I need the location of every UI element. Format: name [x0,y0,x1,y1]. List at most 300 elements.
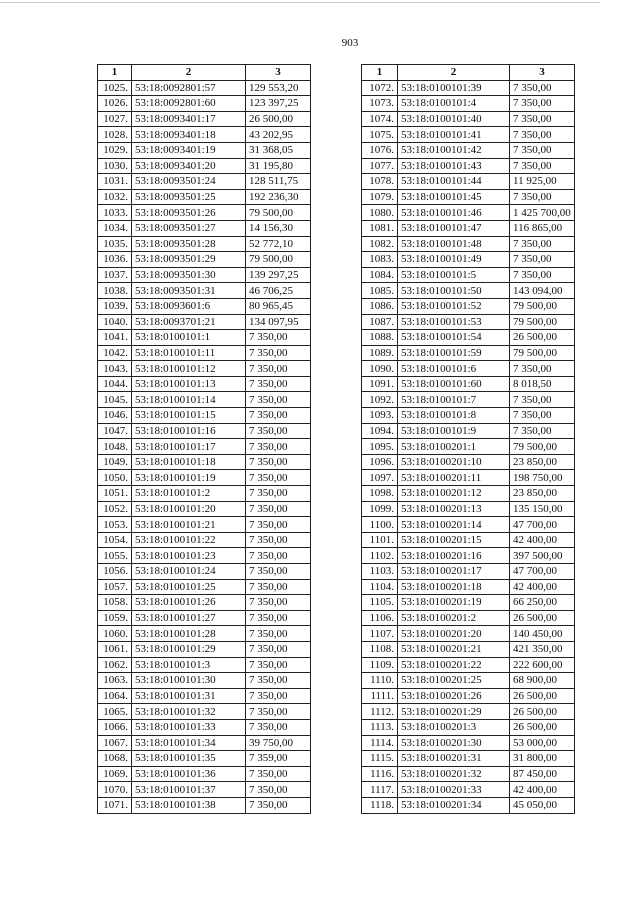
row-number: 1085. [362,283,398,299]
row-number: 1068. [98,751,132,767]
cadastral-number: 53:18:0100101:30 [132,673,246,689]
row-number: 1050. [98,470,132,486]
cadastral-number: 53:18:0100101:35 [132,751,246,767]
cadastral-value: 7 350,00 [246,610,311,626]
cadastral-value: 7 350,00 [246,641,311,657]
table-row [98,361,311,377]
cadastral-value: 7 350,00 [246,470,311,486]
row-number: 1045. [98,392,132,408]
row-number: 1057. [98,579,132,595]
table-row [362,408,575,424]
cadastral-value: 7 350,00 [246,501,311,517]
cadastral-number: 53:18:0100101:24 [132,564,246,580]
cadastral-number: 53:18:0092801:60 [132,96,246,112]
table-row [98,127,311,143]
row-number: 1069. [98,766,132,782]
table-row [98,579,311,595]
row-number: 1051. [98,486,132,502]
row-number: 1082. [362,236,398,252]
cadastral-value: 66 250,00 [510,595,575,611]
row-number: 1103. [362,564,398,580]
table-header-row [98,65,311,81]
row-number: 1087. [362,314,398,330]
cadastral-value: 7 350,00 [246,782,311,798]
cadastral-number: 53:18:0100101:37 [132,782,246,798]
row-number: 1036. [98,252,132,268]
cadastral-value: 7 350,00 [246,704,311,720]
cadastral-value: 7 350,00 [510,408,575,424]
cadastral-value: 7 350,00 [510,127,575,143]
cadastral-value: 7 350,00 [510,96,575,112]
row-number: 1054. [98,532,132,548]
table-row [98,80,311,96]
row-number: 1112. [362,704,398,720]
cadastral-value: 14 156,30 [246,220,311,236]
table-row [98,376,311,392]
cadastral-value: 79 500,00 [246,252,311,268]
cadastral-number: 53:18:0100201:2 [398,610,510,626]
cadastral-number: 53:18:0100201:26 [398,688,510,704]
row-number: 1113. [362,719,398,735]
cadastral-value: 140 450,00 [510,626,575,642]
table-row [98,439,311,455]
row-number: 1032. [98,189,132,205]
cadastral-value: 129 553,20 [246,80,311,96]
row-number: 1040. [98,314,132,330]
table-row [98,548,311,564]
table-row [362,735,575,751]
cadastral-number: 53:18:0100101:59 [398,345,510,361]
cadastral-value: 79 500,00 [510,314,575,330]
table-row [98,205,311,221]
table-row [362,439,575,455]
cadastral-number: 53:18:0093601:6 [132,298,246,314]
table-row [98,252,311,268]
row-number: 1055. [98,548,132,564]
cadastral-value: 42 400,00 [510,532,575,548]
table-row [98,735,311,751]
table-row [362,626,575,642]
table-row [98,236,311,252]
row-number: 1093. [362,408,398,424]
cadastral-value: 52 772,10 [246,236,311,252]
cadastral-number: 53:18:0100201:31 [398,751,510,767]
table-row [98,782,311,798]
row-number: 1074. [362,111,398,127]
table-row [362,127,575,143]
row-number: 1026. [98,96,132,112]
cadastral-number: 53:18:0100201:13 [398,501,510,517]
table-row [362,80,575,96]
cadastral-value: 7 350,00 [246,439,311,455]
row-number: 1094. [362,423,398,439]
table-row [98,408,311,424]
cadastral-value: 7 350,00 [510,142,575,158]
table-row [98,751,311,767]
row-number: 1049. [98,454,132,470]
cadastral-value: 42 400,00 [510,579,575,595]
cadastral-value: 79 500,00 [510,439,575,455]
cadastral-value: 45 050,00 [510,797,575,813]
cadastral-value: 47 700,00 [510,564,575,580]
table-row [362,797,575,813]
cadastral-value: 134 097,95 [246,314,311,330]
cadastral-number: 53:18:0100101:4 [398,96,510,112]
table-row [362,283,575,299]
cadastral-value: 39 750,00 [246,735,311,751]
row-number: 1117. [362,782,398,798]
cadastral-number: 53:18:0100101:13 [132,376,246,392]
cadastral-value: 7 350,00 [246,688,311,704]
cadastral-number: 53:18:0100201:22 [398,657,510,673]
header-col-2: 2 [398,65,510,81]
row-number: 1110. [362,673,398,689]
cadastral-number: 53:18:0100101:39 [398,80,510,96]
cadastral-value: 7 350,00 [510,392,575,408]
cadastral-number: 53:18:0100201:21 [398,641,510,657]
cadastral-number: 53:18:0100101:31 [132,688,246,704]
cadastral-number: 53:18:0100101:9 [398,423,510,439]
cadastral-value: 7 350,00 [510,361,575,377]
header-col-1: 1 [98,65,132,81]
registry-table-left [97,64,311,814]
cadastral-number: 53:18:0100101:3 [132,657,246,673]
cadastral-value: 1 425 700,00 [510,205,575,221]
row-number: 1100. [362,517,398,533]
cadastral-value: 7 350,00 [510,236,575,252]
row-number: 1058. [98,595,132,611]
table-row [362,330,575,346]
cadastral-number: 53:18:0100101:16 [132,423,246,439]
row-number: 1095. [362,439,398,455]
cadastral-value: 7 350,00 [246,345,311,361]
cadastral-value: 87 450,00 [510,766,575,782]
cadastral-value: 7 350,00 [246,408,311,424]
cadastral-value: 7 350,00 [246,517,311,533]
table-row [362,96,575,112]
table-row [362,158,575,174]
cadastral-number: 53:18:0100101:43 [398,158,510,174]
row-number: 1107. [362,626,398,642]
cadastral-number: 53:18:0100201:19 [398,595,510,611]
table-row [362,298,575,314]
row-number: 1099. [362,501,398,517]
cadastral-value: 123 397,25 [246,96,311,112]
cadastral-number: 53:18:0093401:17 [132,111,246,127]
cadastral-number: 53:18:0100101:28 [132,626,246,642]
row-number: 1116. [362,766,398,782]
table-row [98,610,311,626]
table-row [362,532,575,548]
table-row [98,626,311,642]
cadastral-number: 53:18:0093501:26 [132,205,246,221]
table-row [98,314,311,330]
cadastral-number: 53:18:0100101:36 [132,766,246,782]
cadastral-value: 80 965,45 [246,298,311,314]
row-number: 1052. [98,501,132,517]
table-row [362,564,575,580]
table-row [362,595,575,611]
row-number: 1115. [362,751,398,767]
table-row [362,751,575,767]
cadastral-number: 53:18:0100201:16 [398,548,510,564]
row-number: 1073. [362,96,398,112]
row-number: 1092. [362,392,398,408]
row-number: 1034. [98,220,132,236]
cadastral-number: 53:18:0100101:48 [398,236,510,252]
cadastral-number: 53:18:0100101:34 [132,735,246,751]
row-number: 1105. [362,595,398,611]
table-row [362,548,575,564]
cadastral-value: 26 500,00 [510,704,575,720]
cadastral-number: 53:18:0100101:33 [132,719,246,735]
table-row [98,517,311,533]
table-row [362,579,575,595]
row-number: 1090. [362,361,398,377]
row-number: 1097. [362,470,398,486]
cadastral-number: 53:18:0100201:20 [398,626,510,642]
cadastral-number: 53:18:0100101:23 [132,548,246,564]
cadastral-number: 53:18:0100101:26 [132,595,246,611]
cadastral-value: 7 350,00 [510,267,575,283]
cadastral-number: 53:18:0100101:50 [398,283,510,299]
scan-edge-line [0,2,600,3]
cadastral-number: 53:18:0100101:17 [132,439,246,455]
table-row [98,532,311,548]
cadastral-value: 7 350,00 [246,423,311,439]
cadastral-value: 26 500,00 [510,688,575,704]
table-row [98,283,311,299]
cadastral-number: 53:18:0100101:2 [132,486,246,502]
table-row [98,220,311,236]
row-number: 1109. [362,657,398,673]
table-row [98,641,311,657]
cadastral-number: 53:18:0100101:11 [132,345,246,361]
cadastral-value: 46 706,25 [246,283,311,299]
row-number: 1048. [98,439,132,455]
cadastral-number: 53:18:0100101:47 [398,220,510,236]
cadastral-number: 53:18:0100201:25 [398,673,510,689]
cadastral-value: 7 350,00 [510,80,575,96]
row-number: 1076. [362,142,398,158]
cadastral-number: 53:18:0100101:1 [132,330,246,346]
row-number: 1025. [98,80,132,96]
cadastral-number: 53:18:0100101:53 [398,314,510,330]
row-number: 1065. [98,704,132,720]
table-row [98,673,311,689]
header-col-2: 2 [132,65,246,81]
row-number: 1028. [98,127,132,143]
cadastral-number: 53:18:0100201:18 [398,579,510,595]
cadastral-number: 53:18:0100101:29 [132,641,246,657]
cadastral-value: 7 350,00 [246,579,311,595]
row-number: 1111. [362,688,398,704]
cadastral-number: 53:18:0093401:19 [132,142,246,158]
table-body-right [362,80,575,813]
cadastral-number: 53:18:0100101:27 [132,610,246,626]
cadastral-number: 53:18:0100101:60 [398,376,510,392]
cadastral-value: 8 018,50 [510,376,575,392]
cadastral-value: 47 700,00 [510,517,575,533]
cadastral-value: 7 350,00 [510,111,575,127]
table-row [362,673,575,689]
row-number: 1030. [98,158,132,174]
row-number: 1043. [98,361,132,377]
table-row [362,314,575,330]
row-number: 1066. [98,719,132,735]
registry-table-right [361,64,575,814]
table-row [98,189,311,205]
cadastral-value: 7 350,00 [246,361,311,377]
row-number: 1062. [98,657,132,673]
cadastral-value: 7 350,00 [246,532,311,548]
cadastral-value: 222 600,00 [510,657,575,673]
cadastral-number: 53:18:0093401:20 [132,158,246,174]
cadastral-number: 53:18:0100201:17 [398,564,510,580]
row-number: 1059. [98,610,132,626]
table-row [98,142,311,158]
row-number: 1091. [362,376,398,392]
row-number: 1071. [98,797,132,813]
cadastral-value: 79 500,00 [510,345,575,361]
cadastral-value: 7 350,00 [246,626,311,642]
cadastral-number: 53:18:0100201:33 [398,782,510,798]
table-row [362,111,575,127]
table-row [362,704,575,720]
cadastral-number: 53:18:0093501:24 [132,174,246,190]
table-row [362,267,575,283]
cadastral-value: 79 500,00 [246,205,311,221]
row-number: 1037. [98,267,132,283]
row-number: 1089. [362,345,398,361]
cadastral-value: 79 500,00 [510,298,575,314]
page-number: 903 [341,37,359,49]
cadastral-value: 7 350,00 [510,252,575,268]
row-number: 1061. [98,641,132,657]
row-number: 1042. [98,345,132,361]
row-number: 1031. [98,174,132,190]
cadastral-number: 53:18:0100201:12 [398,486,510,502]
row-number: 1096. [362,454,398,470]
cadastral-number: 53:18:0100101:8 [398,408,510,424]
table-row [362,345,575,361]
row-number: 1035. [98,236,132,252]
table-row [362,205,575,221]
cadastral-value: 116 865,00 [510,220,575,236]
row-number: 1102. [362,548,398,564]
cadastral-value: 7 350,00 [246,564,311,580]
row-number: 1081. [362,220,398,236]
cadastral-number: 53:18:0100101:22 [132,532,246,548]
table-row [362,470,575,486]
table-row [362,142,575,158]
row-number: 1088. [362,330,398,346]
cadastral-value: 7 350,00 [246,673,311,689]
cadastral-number: 53:18:0093401:18 [132,127,246,143]
cadastral-number: 53:18:0100101:5 [398,267,510,283]
table-row [362,236,575,252]
cadastral-number: 53:18:0100101:15 [132,408,246,424]
cadastral-number: 53:18:0100101:14 [132,392,246,408]
cadastral-number: 53:18:0100101:20 [132,501,246,517]
cadastral-number: 53:18:0100101:54 [398,330,510,346]
cadastral-number: 53:18:0100201:15 [398,532,510,548]
cadastral-value: 7 350,00 [510,423,575,439]
row-number: 1084. [362,267,398,283]
table-row [362,376,575,392]
cadastral-value: 7 350,00 [246,548,311,564]
table-row [98,766,311,782]
table-row [98,501,311,517]
cadastral-value: 7 350,00 [246,657,311,673]
row-number: 1104. [362,579,398,595]
row-number: 1098. [362,486,398,502]
header-col-1: 1 [362,65,398,81]
cadastral-value: 68 900,00 [510,673,575,689]
table-row [362,220,575,236]
row-number: 1079. [362,189,398,205]
cadastral-value: 26 500,00 [510,610,575,626]
cadastral-number: 53:18:0100201:1 [398,439,510,455]
cadastral-number: 53:18:0100101:52 [398,298,510,314]
cadastral-value: 128 511,75 [246,174,311,190]
cadastral-number: 53:18:0100101:6 [398,361,510,377]
row-number: 1029. [98,142,132,158]
table-row [98,174,311,190]
table-row [98,392,311,408]
table-row [362,361,575,377]
cadastral-value: 135 150,00 [510,501,575,517]
table-row [98,111,311,127]
table-row [362,782,575,798]
row-number: 1070. [98,782,132,798]
table-row [362,688,575,704]
cadastral-value: 7 350,00 [510,189,575,205]
cadastral-number: 53:18:0100201:10 [398,454,510,470]
header-col-3: 3 [510,65,575,81]
header-col-3: 3 [246,65,311,81]
table-header-row [362,65,575,81]
cadastral-number: 53:18:0093501:28 [132,236,246,252]
cadastral-value: 31 800,00 [510,751,575,767]
table-row [362,657,575,673]
row-number: 1056. [98,564,132,580]
row-number: 1072. [362,80,398,96]
row-number: 1044. [98,376,132,392]
cadastral-value: 7 350,00 [246,376,311,392]
table-row [362,501,575,517]
row-number: 1080. [362,205,398,221]
table-row [98,657,311,673]
cadastral-value: 7 350,00 [246,766,311,782]
cadastral-number: 53:18:0100101:19 [132,470,246,486]
cadastral-value: 26 500,00 [246,111,311,127]
cadastral-number: 53:18:0093501:30 [132,267,246,283]
table-row [362,517,575,533]
cadastral-value: 23 850,00 [510,454,575,470]
table-row [98,267,311,283]
cadastral-number: 53:18:0093501:31 [132,283,246,299]
cadastral-number: 53:18:0100201:11 [398,470,510,486]
table-row [98,564,311,580]
row-number: 1063. [98,673,132,689]
cadastral-number: 53:18:0100101:38 [132,797,246,813]
row-number: 1027. [98,111,132,127]
cadastral-value: 26 500,00 [510,719,575,735]
cadastral-value: 7 359,00 [246,751,311,767]
cadastral-number: 53:18:0100101:7 [398,392,510,408]
table-row [98,345,311,361]
